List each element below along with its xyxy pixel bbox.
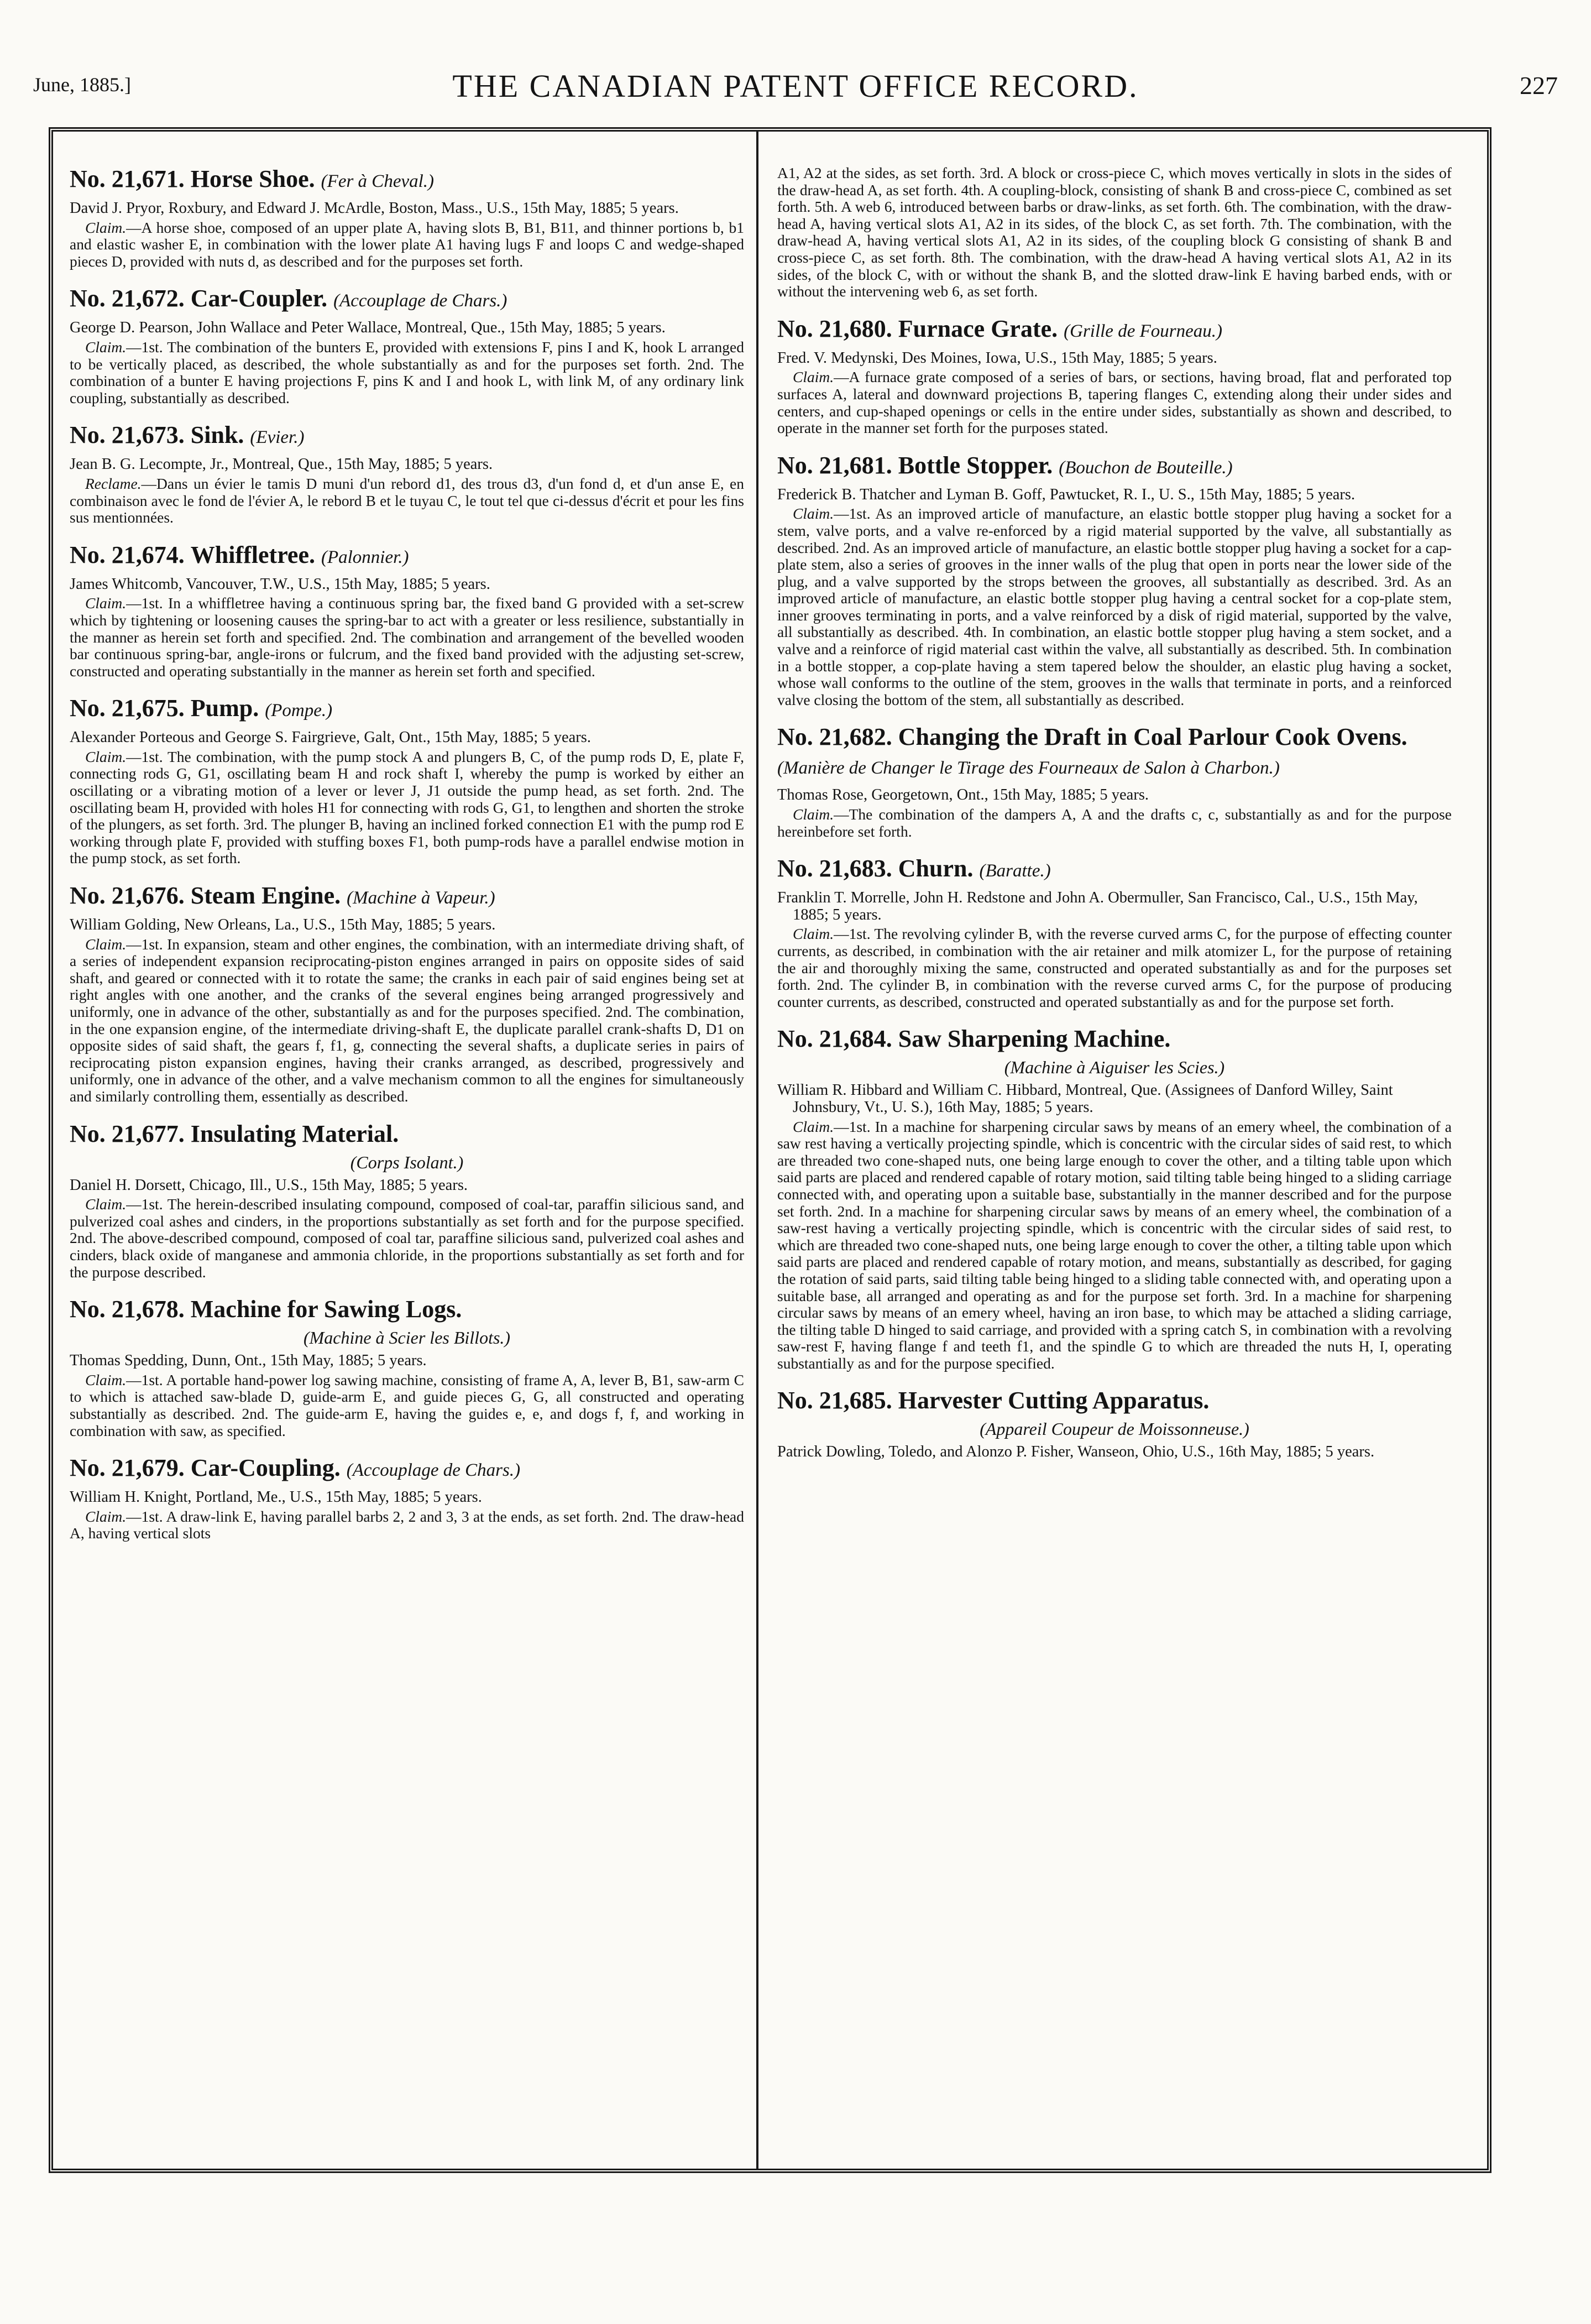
patent-entry [70, 165, 744, 270]
french-name: (Manière de Changer le Tirage des Fourneaux de Salon à Charbon.) [777, 758, 1280, 779]
claim-label: Claim. [85, 748, 127, 765]
claim-label: Claim. [793, 806, 834, 823]
patent-entry [70, 284, 744, 406]
patent-name: Horse Shoe. [190, 165, 315, 192]
patent-entry [777, 723, 1452, 840]
claim-body: —1st. A portable hand-power log sawing machine, consisting of frame A, A, lever B, B1, saw-arm C to which is attached saw-blade D, guide-arm E, and guide pieces G, G, all constructed and operating substantially as described. 2nd. The guide-arm E, having the guides e, e, and dogs f, f, and working in combination with saw, as specified. [70, 1371, 744, 1439]
claim-text [777, 806, 1452, 840]
patent-number: No. 21,673. [70, 421, 185, 449]
patent-name: Car-Coupler. [190, 285, 328, 312]
patent-entry [70, 881, 744, 1105]
claim-body: —1st. In a machine for sharpening circular saws by means of an emery wheel, the combination of a saw rest having a vertically projecting spindle, which is concentric with the circular sides of said rest, to which are threaded two cone-shaped nuts, one being large enough to cover the other, and a tilting table upon which said parts are placed and rendered capable of rotary motion, said tilting table being hinged to a sliding carriage connected with, and operating upon a suitable base, substantially in the manner described and for the purpose set forth. 2nd. In a machine for sharpening circular saws by means of an emery wheel, the combination of a saw-rest having a vertically projecting spindle, which is concentric with the circular sides of said rest, to which are threaded two cone-shaped nuts, one being large enough to cover the other, a tilting table upon which said parts are placed and rendered capable of rotary motion, and means, substantially as described, for gaging the rotation of said parts, said tilting table being hinged to a sliding table connected with, and operating upon a suitable base, all arranged and operating as and for the purpose set forth. 3rd. In a machine for sharpening circular saws by means of an emery wheel, having an iron base, to which may be attached a sliding carriage, the tilting table D hinged to said carriage, and provided with a spring catch S, in combination with a revolving saw-rest F, having flange f and teeth f1, and the spindle G to which are threaded the nuts H, I, operating substantially as and for the purpose specified. [777, 1117, 1452, 1372]
patent-number: No. 21,683. [777, 855, 892, 882]
inventors: Patrick Dowling, Toledo, and Alonzo P. Fisher, Wanseon, Ohio, U.S., 16th May, 1885; 5 years. [777, 1443, 1375, 1461]
patent-name: Car-Coupling. [190, 1454, 341, 1482]
patent-name: Bottle Stopper. [898, 451, 1053, 479]
entry-heading [777, 723, 1452, 782]
inventors: Thomas Spedding, Dunn, Ont., 15th May, 1885; 5 years. [70, 1352, 427, 1370]
claim-body: —A furnace grate composed of a series of bars, or sections, having broad, flat and perforated top surfaces A, lateral and downward projections B, tapering flanges C, extending along their under sides and centers, and cup-shaped openings or cells in the entire under sides, substantially as shown and described, to operate in the manner set forth for the purposes stated. [777, 368, 1452, 437]
entry-heading [777, 315, 1452, 346]
patent-name: Pump. [190, 694, 259, 722]
entry-heading [70, 881, 744, 912]
claim-label: Claim. [793, 925, 834, 943]
inventors: Frederick B. Thatcher and Lyman B. Goff, Pawtucket, R. I., U. S., 15th May, 1885; 5 years. [777, 485, 1356, 503]
claim-body: —Dans un évier le tamis D muni d'un rebord d1, des trous d3, d'un fond d, et d'un anse E, en combinaison avec le fond de l'évier A, le rebord B et le tuyau C, le tout tel que ci-dessus d'écrit et pour les fins sus mentionnées. [70, 474, 744, 526]
inventors: Franklin T. Morrelle, John H. Redstone and John A. Obermuller, San Francisco, Cal., U.S., 15th May, 1885; 5 years. [777, 889, 1418, 923]
inventors: William R. Hibbard and William C. Hibbard, Montreal, Que. (Assignees of Danford Willey, Saint Johnsbury, Vt., U. S.), 16th May, 1885; 5 years. [777, 1082, 1393, 1116]
patent-number: No. 21,678. [70, 1296, 185, 1323]
entry-heading [70, 165, 744, 196]
patent-name: Sink. [190, 421, 244, 449]
claim-text [777, 1119, 1452, 1372]
claim-text [777, 926, 1452, 1010]
patent-entry [70, 1454, 744, 1542]
patent-entry [70, 1295, 744, 1439]
issue-date: June, 1885.] [33, 74, 131, 96]
patent-number: No. 21,684. [777, 1025, 892, 1053]
claim-text [70, 220, 744, 270]
claim-body: —1st. The combination, with the pump stock A and plungers B, C, of the pump rods D, E, plate F, connecting rods G, G1, oscillating beam H and rock shaft I, whereby the pump is worked by either an oscillating or a vibrating motion of a lever or lever J, J1 outside the pump head, as set forth. 2nd. The oscillating beam H, provided with holes H1 for connecting with rods G, G1, to lengthen and shorten the stroke of the plungers, as set forth. 3rd. The plunger B, having an inclined forked connection E1 with the pump rod E working through plate F, provided with stuffing boxes F1, both pump-rods have a parallel endwise motion in the pump stock, as set forth. [70, 748, 744, 867]
entry-heading [70, 1295, 744, 1324]
entry-heading [70, 1120, 744, 1148]
patent-number: No. 21,685. [777, 1387, 892, 1414]
inventors: George D. Pearson, John Wallace and Peter Wallace, Montreal, Que., 15th May, 1885; 5 years. [70, 319, 666, 337]
french-name: (Machine à Aiguiser les Scies.) [1004, 1057, 1225, 1078]
patent-name: Saw Sharpening Machine. [898, 1025, 1171, 1053]
claim-label: Claim. [85, 1195, 127, 1213]
patent-entry [70, 1120, 744, 1281]
patent-number: No. 21,672. [70, 285, 185, 312]
patent-name: Changing the Draft in Coal Parlour Cook Ovens. [898, 723, 1407, 751]
patent-number: No. 21,676. [70, 882, 185, 910]
patent-entry [777, 451, 1452, 709]
patent-number: No. 21,671. [70, 165, 185, 192]
running-header [33, 67, 1558, 106]
entry-heading [70, 541, 744, 572]
claim-label: Claim. [85, 935, 127, 953]
entry-heading [70, 1454, 744, 1485]
page-frame [49, 127, 1491, 2173]
inventors: Fred. V. Medynski, Des Moines, Iowa, U.S., 15th May, 1885; 5 years. [777, 349, 1217, 367]
claim-body: —1st. In a whiffletree having a continuous spring bar, the fixed band G provided with a set-screw which by tightening or loosening causes the spring-bar to act with a greater or less resilience, substantially in the manner as herein set forth and specified. 2nd. The combination and arrangement of the bevelled wooden bar continuous spring-bar, angle-irons or fulcrum, and the fixed band provided with the adjusting set-screw, constructed and operating substantially in the manner as herein set forth and specified. [70, 594, 744, 680]
patent-entry [777, 1386, 1452, 1461]
claim-body: —The combination of the dampers A, A and the drafts c, c, substantially as and for the purpose hereinbefore set forth. [777, 806, 1452, 840]
claim-text [70, 339, 744, 406]
claim-label: Claim. [793, 505, 834, 523]
inventors: James Whitcomb, Vancouver, T.W., U.S., 15th May, 1885; 5 years. [70, 575, 490, 593]
french-name: (Bouchon de Bouteille.) [1059, 457, 1233, 478]
claim-label: Claim. [85, 218, 127, 236]
patent-number: No. 21,682. [777, 723, 892, 751]
claim-label: Claim. [793, 368, 834, 386]
inventors: Thomas Rose, Georgetown, Ont., 15th May, 1885; 5 years. [777, 786, 1149, 804]
entry-heading [70, 421, 744, 452]
claim-label: Claim. [793, 1117, 834, 1135]
entry-heading [777, 854, 1452, 885]
patent-name: Insulating Material. [190, 1120, 399, 1147]
claim-body: —1st. A draw-link E, having parallel barbs 2, 2 and 3, 3 at the ends, as set forth. 2nd. The draw-head A, having vertical slots [70, 1507, 744, 1542]
claim-text [70, 749, 744, 867]
patent-name: Whiffletree. [190, 541, 315, 568]
patent-entry [70, 421, 744, 526]
claim-text [70, 1196, 744, 1281]
patent-entry [70, 541, 744, 680]
inventors: Alexander Porteous and George S. Fairgrieve, Galt, Ont., 15th May, 1885; 5 years. [70, 729, 591, 746]
inventors: Jean B. G. Lecompte, Jr., Montreal, Que., 15th May, 1885; 5 years. [70, 456, 493, 473]
french-name: (Palonnier.) [321, 547, 409, 567]
continued-claim-text: A1, A2 at the sides, as set forth. 3rd. A block or cross-piece C, which moves vertically in slots in the sides of the draw-head A, as set forth. 4th. A coupling-block, consisting of shank B and cross-piece C, combined as set forth. 5th. A web 6, introduced between barbs or draw-links, as set forth. 6th. The combination, with the draw-head A, having vertical slots A1, A2 in its sides, of the block C, as set forth. 7th. The combination, with the draw-head A, having vertical slots A1, A2 in its sides, of the coupling block G consisting of shank B and cross-piece C, as set forth. 8th. The combination, with the draw-head A having vertical slots A1, A2 in its sides, of the block C, with or without the shank B, and the slotted draw-link E having barbed ends, with or without the intervening web 6, as set forth. [777, 165, 1452, 300]
claim-label: Reclame. [85, 474, 142, 492]
patent-entry [777, 1025, 1452, 1372]
right-column [777, 165, 1452, 2144]
claim-label: Claim. [85, 1371, 127, 1388]
french-name: (Machine à Vapeur.) [347, 888, 495, 908]
inventors: David J. Pryor, Roxbury, and Edward J. McArdle, Boston, Mass., U.S., 15th May, 1885; 5 years. [70, 200, 679, 217]
claim-text [70, 1508, 744, 1542]
patent-number: No. 21,674. [70, 541, 185, 568]
french-name: (Machine à Scier les Billots.) [303, 1328, 511, 1348]
claim-text [70, 595, 744, 680]
french-name: (Accouplage de Chars.) [346, 1460, 521, 1481]
claim-body: —1st. The combination of the bunters E, provided with extensions F, pins I and K, hook L arranged to be vertically placed, as described, the whole substantially as and for the purposes set forth. 2nd. The combination of a bunter E having projections F, pins K and I and hook L, with link M, of any ordinary link coupling, substantially as described. [70, 338, 744, 406]
patent-name: Machine for Sawing Logs. [190, 1296, 462, 1323]
french-name: (Fer à Cheval.) [321, 171, 435, 191]
left-column [70, 165, 744, 2144]
claim-label: Claim. [85, 338, 127, 356]
french-name: (Evier.) [250, 427, 305, 448]
entry-heading [777, 1025, 1452, 1053]
patent-number: No. 21,677. [70, 1120, 185, 1147]
patent-name: Furnace Grate. [898, 315, 1058, 342]
french-name: (Grille de Fourneau.) [1064, 321, 1222, 341]
french-name: (Baratte.) [979, 861, 1051, 881]
patent-number: No. 21,681. [777, 451, 892, 479]
claim-body: —1st. As an improved article of manufacture, an elastic bottle stopper plug having a socket for a stem, valve ports, and a valve re-enforced by a rigid material supported by the valve, all substantially as described. 2nd. As an improved article of manufacture, an elastic bottle stopper plug having a socket for a cap-plate stem, also a series of grooves in the inner walls of the plug that open in ports near the lower side of the plug, and a valve supported by the strops between the grooves, all substantially as described. 3rd. As an improved article of manufacture, an elastic bottle stopper plug having a central socket for a cop-plate stem, inner grooves terminating in ports, and a valve reinforced by a disk of rigid material, supported by the valve, all substantially as described. 4th. In combination, an elastic bottle stopper plug having a stem socket, and a valve and a reinforce of rigid material cast within the valve, all substantially as described. 5th. In combination in a bottle stopper, a cop-plate having a stem tapered below the shoulder, an elastic plug having a socket, whose wall conforms to the outline of the stem, grooves in the walls that terminate in ports, and a reinforced valve closing the bottom of the stem, all substantially as described. [777, 505, 1452, 708]
patent-entry [70, 694, 744, 867]
claim-text [70, 1372, 744, 1439]
french-name: (Pompe.) [265, 701, 333, 721]
page-number: 227 [1520, 71, 1558, 100]
claim-text [70, 936, 744, 1105]
patent-entry [777, 315, 1452, 437]
patent-name: Harvester Cutting Apparatus. [898, 1387, 1210, 1414]
publication-title: THE CANADIAN PATENT OFFICE RECORD. [452, 68, 1139, 104]
french-name: (Appareil Coupeur de Moissonneuse.) [980, 1419, 1249, 1439]
patent-number: No. 21,680. [777, 315, 892, 342]
claim-text [777, 505, 1452, 708]
claim-body: —1st. The revolving cylinder B, with the reverse curved arms C, for the purpose of effecting counter currents, as described, in combination with the air retainer and milk atomizer L, for the purpose of retaining the air and thoroughly mixing the same, constructed and operated substantially as and for the purposes set forth. 2nd. The cylinder B, in combination with the reverse curved arms C, for the purpose of producing counter currents, as described, constructed and operated substantially as and for the purpose set forth. [777, 925, 1452, 1010]
claim-body: —1st. The herein-described insulating compound, composed of coal-tar, paraffin silicious sand, and pulverized coal ashes and cinders, in the proportions substantially as set forth and for the purpose specified. 2nd. The above-described compound, composed of coal tar, paraffine silicious sand, pulverized coal ashes and cinders, black oxide of manganese and ammonia chloride, in the proportions substantially as set forth and for the purpose described. [70, 1195, 744, 1281]
entry-heading [70, 284, 744, 315]
patent-entry [777, 854, 1452, 1010]
entry-heading [777, 1386, 1452, 1415]
patent-name: Churn. [898, 855, 974, 882]
claim-body: —A horse shoe, composed of an upper plate A, having slots B, B1, B11, and thinner portions b, b1 and elastic washer E, in combination with the lower plate A1 having lugs F and loops C and wedge-shaped pieces D, provided with nuts d, as described and for the purposes set forth. [70, 218, 744, 270]
inventors: William H. Knight, Portland, Me., U.S., 15th May, 1885; 5 years. [70, 1489, 482, 1506]
claim-text [777, 369, 1452, 436]
patent-number: No. 21,675. [70, 694, 185, 722]
french-name: (Accouplage de Chars.) [333, 291, 507, 311]
french-name: (Corps Isolant.) [350, 1152, 464, 1172]
inventors: William Golding, New Orleans, La., U.S., 15th May, 1885; 5 years. [70, 916, 496, 934]
inventors: Daniel H. Dorsett, Chicago, Ill., U.S., 15th May, 1885; 5 years. [70, 1176, 468, 1194]
claim-label: Claim. [85, 594, 127, 612]
patent-name: Steam Engine. [190, 882, 341, 910]
claim-text [70, 476, 744, 526]
claim-body: —1st. In expansion, steam and other engines, the combination, with an intermediate driving shaft, of a series of independent expansion reciprocating-piston engines arranged in pairs on opposite sides of said shaft, and geared or connected with it to rotate the same; the cranks in each pair of said engines being set at right angles with one another, and the cranks of the several engines being arranged progressively and uniformly, one in advance of the other, substantially as and for the purposes specified. 2nd. The combination, in the one expansion engine, of the intermediate driving-shaft E, the duplicate parallel crank-shafts D, D1 on opposite sides of said shaft, the gears f, f1, g, connecting the several shafts, a duplicate series in pairs of reciprocating piston expansion engines, having their cranks arranged, as described, progressively and uniformly, one in advance of the other, and a valve mechanism common to all the engines for simultaneously and similarly controlling them, essentially as described. [70, 935, 744, 1105]
entry-heading [70, 694, 744, 725]
claim-label: Claim. [85, 1507, 127, 1525]
entry-heading [777, 451, 1452, 482]
patent-number: No. 21,679. [70, 1454, 185, 1482]
